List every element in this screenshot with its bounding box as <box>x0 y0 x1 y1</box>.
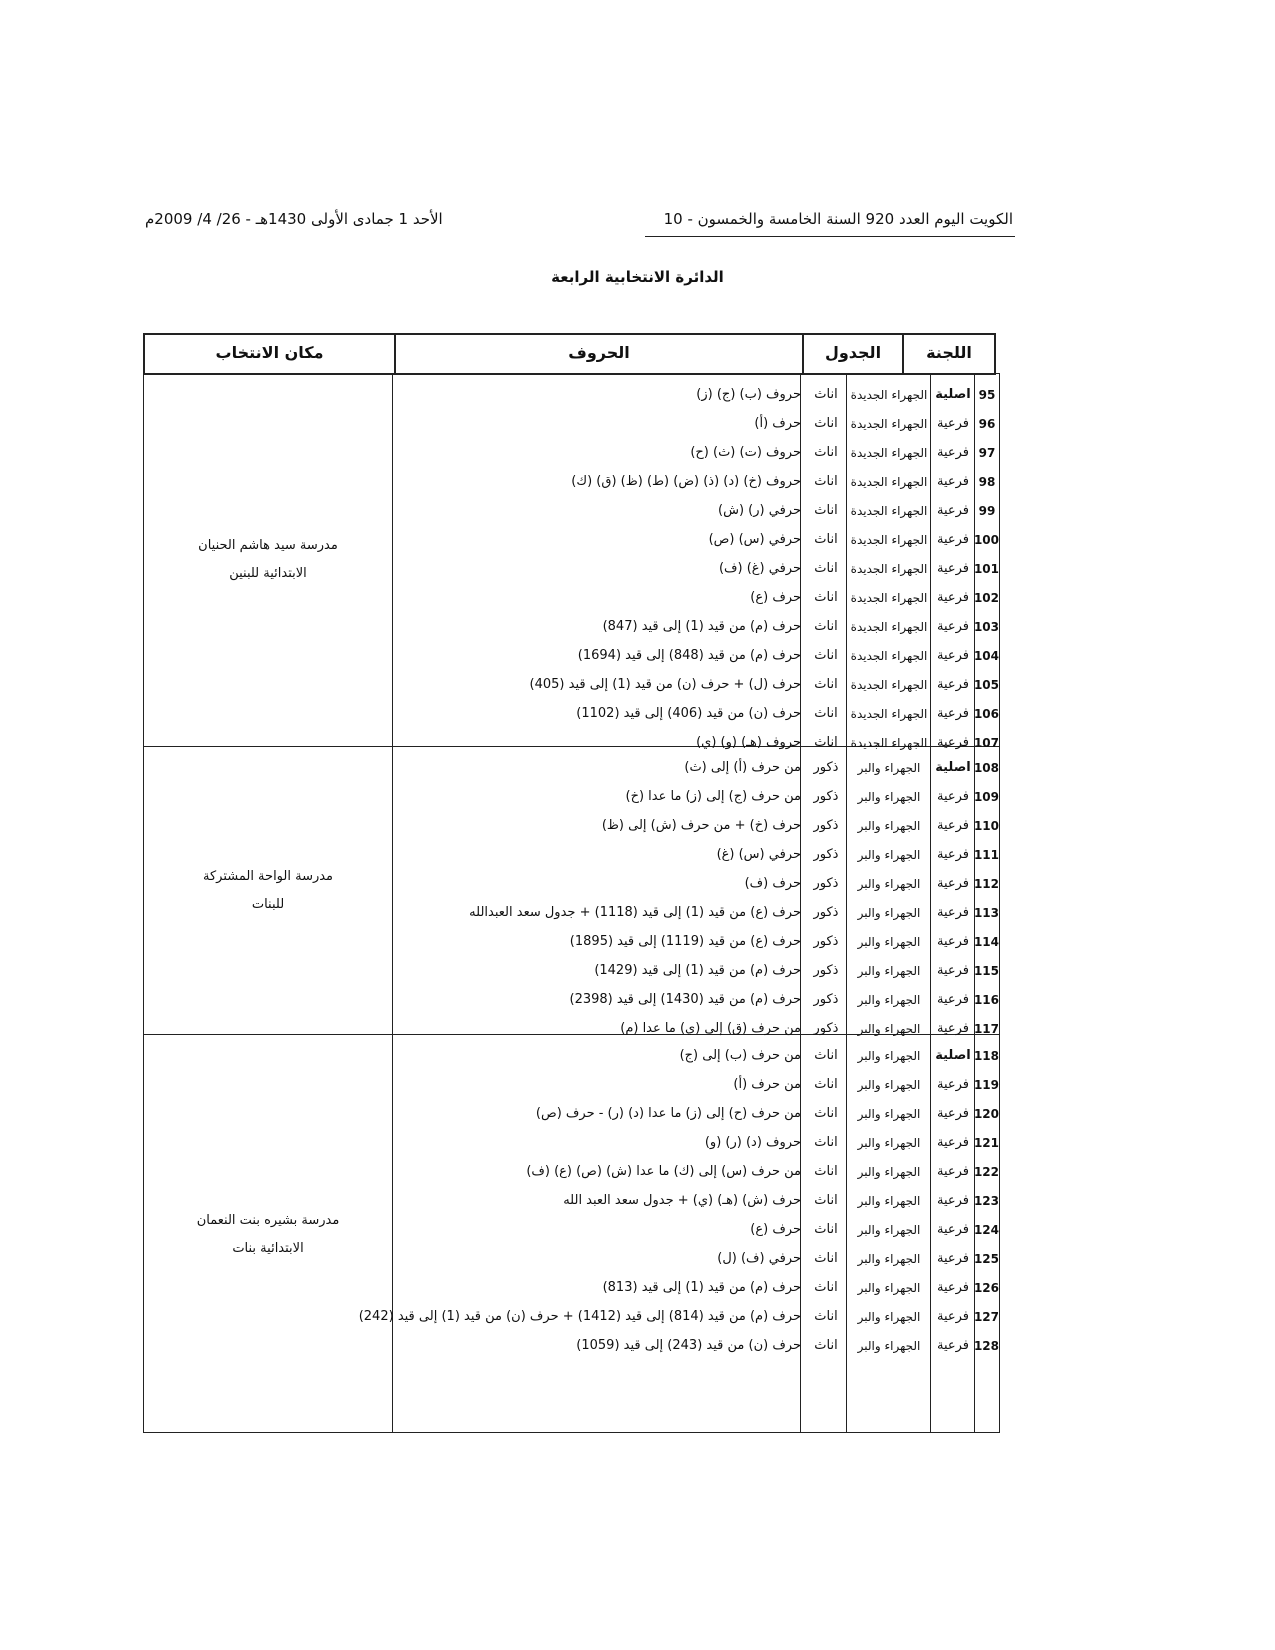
committee-number: 110 <box>973 819 999 833</box>
voter-area: الجهراء والبر <box>857 1194 921 1208</box>
voter-area: الجهراء والبر <box>857 1281 921 1295</box>
voter-area: الجهراء والبر <box>857 877 921 891</box>
committee-type: فرعية <box>936 934 970 949</box>
committee-number: 97 <box>978 446 996 460</box>
voter-gender: اناث <box>814 1309 838 1324</box>
voter-area: الجهراء والبر <box>857 1252 921 1266</box>
committee-number: 122 <box>973 1165 999 1179</box>
voter-gender: اناث <box>814 532 838 547</box>
committee-number: 127 <box>973 1310 999 1324</box>
letter-range: حرف (م) من قيد (1430) إلى قيد (2398) <box>569 992 801 1007</box>
committee-type: فرعية <box>936 1280 970 1295</box>
voter-area: الجهراء والبر <box>857 1310 921 1324</box>
voter-gender: ذكور <box>813 963 839 978</box>
committee-number: 105 <box>973 678 999 692</box>
polling-group <box>144 747 999 1035</box>
letter-range: حرفي (س) (ص) <box>708 532 801 547</box>
voter-area: الجهراء والبر <box>857 1078 921 1092</box>
voter-area: الجهراء الجديدة <box>850 707 928 721</box>
committee-type: فرعية <box>936 677 970 692</box>
voter-area: الجهراء الجديدة <box>850 504 928 518</box>
table-row <box>393 869 999 899</box>
letter-range: حرفي (ر) (ش) <box>718 503 801 518</box>
committee-number: 117 <box>973 1022 999 1036</box>
committee-type: فرعية <box>936 789 970 804</box>
table-row <box>393 1273 999 1303</box>
voter-area: الجهراء والبر <box>857 761 921 775</box>
committee-number: 99 <box>978 504 996 518</box>
voter-gender: ذكور <box>813 905 839 920</box>
committee-number: 111 <box>973 848 999 862</box>
voter-gender: اناث <box>814 1106 838 1121</box>
table-row <box>393 467 999 497</box>
letter-range: حرف (ش) (هـ) (ي) + جدول سعد العبد الله <box>563 1193 801 1208</box>
committee-type: فرعية <box>936 590 970 605</box>
table-row <box>393 898 999 928</box>
table-row <box>393 1186 999 1216</box>
voter-gender: اناث <box>814 503 838 518</box>
table-row <box>393 1157 999 1187</box>
voter-area: الجهراء الجديدة <box>850 417 928 431</box>
letter-range: حرف (أ) <box>754 416 801 431</box>
polling-place-line: مدرسة بشيره بنت النعمان <box>196 1212 340 1228</box>
committee-number: 114 <box>973 935 999 949</box>
letter-range: من حرف (أ) إلى (ث) <box>684 760 801 775</box>
voter-gender: اناث <box>814 561 838 576</box>
committee-type: فرعية <box>936 503 970 518</box>
polling-place-line: الابتدائية بنات <box>232 1240 304 1256</box>
voter-area: الجهراء والبر <box>857 790 921 804</box>
letter-range: حرف (م) من قيد (814) إلى قيد (1412) + حرف (ن) من قيد (1) إلى قيد (242) <box>358 1309 801 1324</box>
voter-area: الجهراء والبر <box>857 1136 921 1150</box>
column-header-makan: مكان الانتخاب <box>215 343 324 362</box>
committee-type: فرعية <box>936 445 970 460</box>
voter-area: الجهراء والبر <box>857 819 921 833</box>
committee-number: 115 <box>973 964 999 978</box>
letter-range: حرف (ع) من قيد (1) إلى قيد (1118) + جدول سعد العبدالله <box>469 905 801 920</box>
committee-type: فرعية <box>936 818 970 833</box>
voter-area: الجهراء الجديدة <box>850 591 928 605</box>
committee-type: فرعية <box>936 416 970 431</box>
column-header-lajna: اللجنة <box>902 335 994 373</box>
letter-range: حرف (ع) <box>750 1222 801 1237</box>
table-row <box>358 1302 999 1332</box>
committee-number: 95 <box>978 388 996 402</box>
committee-type: اصلية <box>935 387 971 402</box>
letter-range: حروف (ب) (ج) (ز) <box>696 387 801 402</box>
table-row <box>393 525 999 555</box>
committee-type: فرعية <box>936 474 970 489</box>
committee-number: 101 <box>973 562 999 576</box>
voter-gender: ذكور <box>813 1021 839 1036</box>
committee-type: فرعية <box>936 905 970 920</box>
voter-area: الجهراء والبر <box>857 964 921 978</box>
committee-number: 116 <box>973 993 999 1007</box>
committee-number: 128 <box>973 1339 999 1353</box>
voter-area: الجهراء والبر <box>857 935 921 949</box>
committee-number: 119 <box>973 1078 999 1092</box>
committee-type: فرعية <box>936 992 970 1007</box>
voter-gender: ذكور <box>813 847 839 862</box>
committee-number: 125 <box>973 1252 999 1266</box>
polling-place <box>144 374 392 746</box>
table-row <box>393 670 999 700</box>
letter-range: من حرف (أ) <box>733 1077 801 1092</box>
voter-gender: اناث <box>814 619 838 634</box>
committee-table <box>143 373 1000 1433</box>
letter-range: حروف (ت) (ث) (ح) <box>690 445 801 460</box>
voter-gender: اناث <box>814 648 838 663</box>
column-header-jadwal: الجدول <box>802 335 902 373</box>
committee-type: اصلية <box>935 760 971 775</box>
polling-place-line: الابتدائية للبنين <box>229 566 307 581</box>
letter-range: حرف (ع) <box>750 590 801 605</box>
voter-area: الجهراء الجديدة <box>850 388 928 402</box>
committee-number: 98 <box>978 475 996 489</box>
voter-gender: اناث <box>814 445 838 460</box>
voter-area: الجهراء والبر <box>857 1223 921 1237</box>
committee-number: 118 <box>973 1049 999 1063</box>
voter-gender: اناث <box>814 1338 838 1353</box>
committee-type: فرعية <box>936 1021 970 1036</box>
voter-area: الجهراء الجديدة <box>850 678 928 692</box>
voter-area: الجهراء والبر <box>857 1022 921 1036</box>
column-header-huruf: الحروف <box>394 335 802 373</box>
committee-number: 107 <box>973 736 999 750</box>
committee-number: 103 <box>973 620 999 634</box>
letter-range: من حرف (ب) إلى (ج) <box>679 1048 801 1063</box>
committee-type: فرعية <box>936 1251 970 1266</box>
table-row <box>393 380 999 410</box>
letter-range: من حرف (ح) إلى (ز) ما عدا (د) (ر) - حرف (ص) <box>535 1106 801 1121</box>
letter-range: حرفي (ف) (ل) <box>717 1251 801 1266</box>
committee-type: فرعية <box>936 1106 970 1121</box>
committee-type: فرعية <box>936 1164 970 1179</box>
letter-range: حرف (ع) من قيد (1119) إلى قيد (1895) <box>569 934 801 949</box>
table-row <box>393 409 999 439</box>
voter-area: الجهراء الجديدة <box>850 620 928 634</box>
committee-type: فرعية <box>936 1135 970 1150</box>
voter-gender: اناث <box>814 735 838 750</box>
voter-gender: ذكور <box>813 760 839 775</box>
committee-type: فرعية <box>936 876 970 891</box>
committee-number: 126 <box>973 1281 999 1295</box>
table-row <box>393 782 999 812</box>
polling-place <box>144 1035 392 1434</box>
committee-type: فرعية <box>936 561 970 576</box>
voter-gender: اناث <box>814 387 838 402</box>
letter-range: حروف (د) (ر) (و) <box>704 1135 801 1150</box>
letter-range: من حرف (س) إلى (ك) ما عدا (ش) (ص) (ع) (ف) <box>526 1164 801 1179</box>
committee-type: اصلية <box>935 1048 971 1063</box>
voter-area: الجهراء الجديدة <box>850 736 928 750</box>
committee-type: فرعية <box>936 735 970 750</box>
table-row <box>393 1128 999 1158</box>
voter-gender: ذكور <box>813 992 839 1007</box>
committee-number: 121 <box>973 1136 999 1150</box>
voter-gender: اناث <box>814 1164 838 1179</box>
table-row <box>393 1244 999 1274</box>
voter-area: الجهراء والبر <box>857 1165 921 1179</box>
voter-gender: اناث <box>814 677 838 692</box>
committee-type: فرعية <box>936 619 970 634</box>
voter-gender: اناث <box>814 1048 838 1063</box>
committee-number: 96 <box>978 417 996 431</box>
committee-number: 124 <box>973 1223 999 1237</box>
voter-area: الجهراء والبر <box>857 848 921 862</box>
table-row <box>393 956 999 986</box>
committee-number: 123 <box>973 1194 999 1208</box>
committee-type: فرعية <box>936 1222 970 1237</box>
committee-type: فرعية <box>936 1193 970 1208</box>
page-header-publication: الكويت اليوم العدد 920 السنة الخامسة والخمسون - 10 <box>663 210 1013 228</box>
voter-area: الجهراء الجديدة <box>850 649 928 663</box>
table-row <box>393 1070 999 1100</box>
letter-range: حرف (ف) <box>744 876 801 891</box>
polling-place <box>144 747 392 1034</box>
letter-range: حرفي (س) (غ) <box>716 847 801 862</box>
committee-number: 113 <box>973 906 999 920</box>
letter-range: حرف (م) من قيد (1) إلى قيد (813) <box>602 1280 801 1295</box>
committee-type: فرعية <box>936 706 970 721</box>
polling-place-line: مدرسة سيد هاشم الحنيان <box>198 538 338 553</box>
voter-area: الجهراء والبر <box>857 1107 921 1121</box>
table-row <box>393 811 999 841</box>
letter-range: من حرف (ق) إلى (ي) ما عدا (م) <box>620 1021 801 1036</box>
voter-area: الجهراء والبر <box>857 1339 921 1353</box>
voter-gender: اناث <box>814 1077 838 1092</box>
voter-gender: اناث <box>814 474 838 489</box>
table-row <box>393 438 999 468</box>
committee-number: 112 <box>973 877 999 891</box>
voter-area: الجهراء الجديدة <box>850 533 928 547</box>
committee-number: 100 <box>973 533 999 547</box>
voter-area: الجهراء الجديدة <box>850 446 928 460</box>
voter-area: الجهراء الجديدة <box>850 562 928 576</box>
table-header <box>143 333 996 375</box>
table-row <box>393 583 999 613</box>
committee-number: 102 <box>973 591 999 605</box>
polling-group <box>144 1035 999 1434</box>
polling-place-line: مدرسة الواحة المشتركة <box>202 868 334 884</box>
voter-gender: اناث <box>814 706 838 721</box>
letter-range: حرف (م) من قيد (1) إلى قيد (1429) <box>594 963 801 978</box>
committee-type: فرعية <box>936 532 970 547</box>
voter-gender: اناث <box>814 590 838 605</box>
letter-range: حرف (ن) من قيد (243) إلى قيد (1059) <box>576 1338 801 1353</box>
voter-area: الجهراء الجديدة <box>850 475 928 489</box>
voter-gender: اناث <box>814 1135 838 1150</box>
letter-range: حرف (ن) من قيد (406) إلى قيد (1102) <box>576 706 801 721</box>
table-row <box>393 840 999 870</box>
voter-area: الجهراء والبر <box>857 906 921 920</box>
voter-area: الجهراء والبر <box>857 1049 921 1063</box>
table-row <box>393 496 999 526</box>
committee-type: فرعية <box>936 847 970 862</box>
voter-gender: ذكور <box>813 876 839 891</box>
letter-range: من حرف (ج) إلى (ز) ما عدا (خ) <box>625 789 801 804</box>
table-row <box>393 1099 999 1129</box>
committee-type: فرعية <box>936 1077 970 1092</box>
header-divider <box>645 236 1015 237</box>
table-row <box>393 753 999 783</box>
committee-number: 106 <box>973 707 999 721</box>
polling-place-line: للبنات <box>251 896 285 912</box>
voter-gender: اناث <box>814 1193 838 1208</box>
table-row <box>393 1041 999 1071</box>
voter-gender: اناث <box>814 1251 838 1266</box>
voter-gender: ذكور <box>813 818 839 833</box>
committee-number: 104 <box>973 649 999 663</box>
page-header-date: الأحد 1 جمادى الأولى 1430هـ - 26/ 4/ 2009م <box>145 210 443 228</box>
committee-type: فرعية <box>936 1309 970 1324</box>
table-row <box>393 554 999 584</box>
voter-gender: اناث <box>814 1280 838 1295</box>
committee-number: 108 <box>973 761 999 775</box>
letter-range: حرف (م) من قيد (1) إلى قيد (847) <box>602 619 801 634</box>
letter-range: حروف (هـ) (و) (ي) <box>696 735 801 750</box>
letter-range: حروف (خ) (د) (ذ) (ض) (ط) (ظ) (ق) (ك) <box>571 474 801 489</box>
letter-range: حرف (م) من قيد (848) إلى قيد (1694) <box>577 648 801 663</box>
committee-type: فرعية <box>936 963 970 978</box>
table-row <box>393 985 999 1015</box>
voter-area: الجهراء والبر <box>857 993 921 1007</box>
voter-gender: اناث <box>814 416 838 431</box>
letter-range: حرف (ل) + حرف (ن) من قيد (1) إلى قيد (405) <box>529 677 801 692</box>
committee-number: 109 <box>973 790 999 804</box>
voter-gender: ذكور <box>813 789 839 804</box>
table-row <box>393 1331 999 1361</box>
committee-number: 120 <box>973 1107 999 1121</box>
voter-gender: ذكور <box>813 934 839 949</box>
table-row <box>393 927 999 957</box>
table-row <box>393 699 999 729</box>
page-title: الدائرة الانتخابية الرابعة <box>551 268 724 286</box>
table-row <box>393 641 999 671</box>
table-row <box>393 1215 999 1245</box>
table-row <box>393 612 999 642</box>
polling-group <box>144 374 999 750</box>
letter-range: حرف (خ) + من حرف (ش) إلى (ظ) <box>601 818 801 833</box>
letter-range: حرفي (غ) (ف) <box>718 561 801 576</box>
voter-gender: اناث <box>814 1222 838 1237</box>
committee-type: فرعية <box>936 648 970 663</box>
committee-type: فرعية <box>936 1338 970 1353</box>
